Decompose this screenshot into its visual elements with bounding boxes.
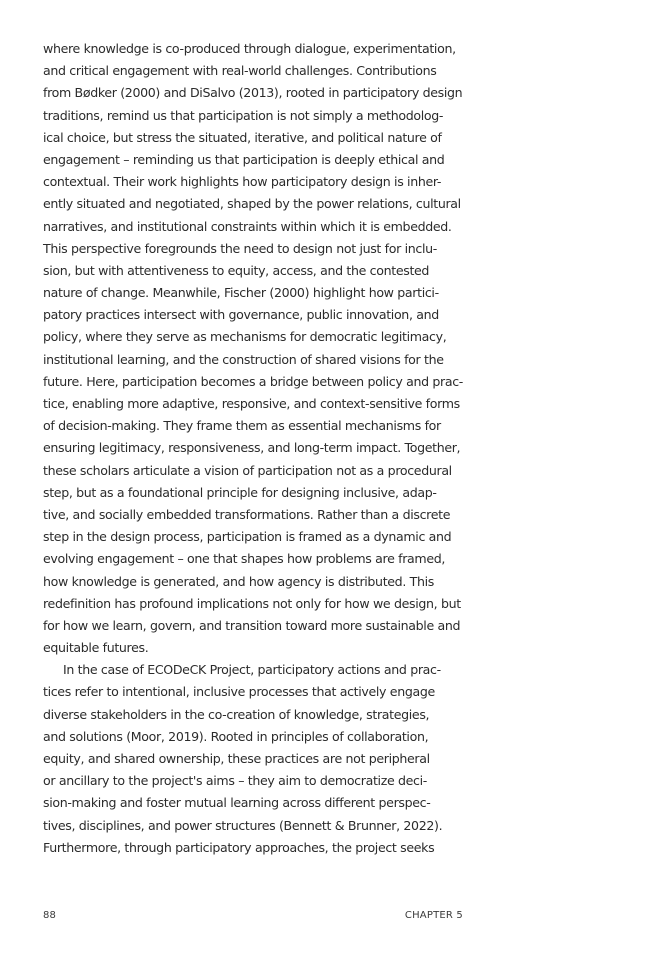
text-line: traditions, remind us that participation is not simply a methodolog- [43,107,444,123]
text-line: these scholars articulate a vision of participation not as a procedural [43,462,452,478]
text-line: ensuring legitimacy, responsiveness, and long-term impact. Together, [43,440,461,456]
text-line: institutional learning, and the construction of shared visions for the [43,351,444,367]
text-line: policy, where they serve as mechanisms for democratic legitimacy, [43,329,447,345]
text-line: step in the design process, participation is framed as a dynamic and [43,529,452,545]
text-line: equitable futures. [43,640,149,656]
paragraph-first-line: In the case of ECODeCK Project, participatory actions and prac- [63,662,441,678]
text-line: future. Here, participation becomes a bridge between policy and prac- [43,373,463,389]
text-line: sion, but with attentiveness to equity, access, and the contested [43,262,430,278]
text-line: Furthermore, through participatory approaches, the project seeks [43,839,435,855]
text-line: nature of change. Meanwhile, Fischer (2000) highlight how partici- [43,285,439,301]
running-head: CHAPTER 5 [404,910,463,921]
text-line: or ancillary to the project's aims – they aim to democratize deci- [43,773,427,789]
text-line: from Bødker (2000) and DiSalvo (2013), rooted in participatory design [43,85,463,101]
text-line: how knowledge is generated, and how agency is distributed. This [43,573,434,589]
text-line: of decision-making. They frame them as essential mechanisms for [43,418,441,434]
text-line: ently situated and negotiated, shaped by the power relations, cultural [43,196,461,212]
page-number: 88 [43,910,57,921]
text-line: for how we learn, govern, and transition toward more sustainable and [43,617,461,633]
text-line: tives, disciplines, and power structures (Bennett & Brunner, 2022). [43,817,443,833]
text-line: sion-making and foster mutual learning across different perspec- [43,795,431,811]
text-line: engagement – reminding us that participation is deeply ethical and [43,151,445,167]
text-line: patory practices intersect with governance, public innovation, and [43,307,439,323]
text-line: step, but as a foundational principle for designing inclusive, adap- [43,484,437,500]
text-line: equity, and shared ownership, these practices are not peripheral [43,751,430,766]
body-text [43,38,483,859]
text-line: diverse stakeholders in the co-creation of knowledge, strategies, [43,706,430,722]
text-line: redefinition has profound implications not only for how we design, but [43,595,461,611]
text-line: tice, enabling more adaptive, responsive, and context-sensitive forms [43,396,460,411]
text-line: and critical engagement with real-world challenges. Contributions [43,63,437,79]
text-line: This perspective foregrounds the need to design not just for inclu- [43,240,437,256]
text-line: tices refer to intentional, inclusive processes that actively engage [43,684,435,700]
text-line: ical choice, but stress the situated, iterative, and political nature of [43,129,442,145]
text-line: narratives, and institutional constraints within which it is embedded. [43,218,452,234]
text-line: tive, and socially embedded transformations. Rather than a discrete [43,506,451,522]
text-line: contextual. Their work highlights how participatory design is inher- [43,174,442,190]
text-line: evolving engagement – one that shapes how problems are framed, [43,551,446,567]
text-line: and solutions (Moor, 2019). Rooted in principles of collaboration, [43,728,429,744]
text-line: where knowledge is co-produced through dialogue, experimentation, [43,41,456,56]
